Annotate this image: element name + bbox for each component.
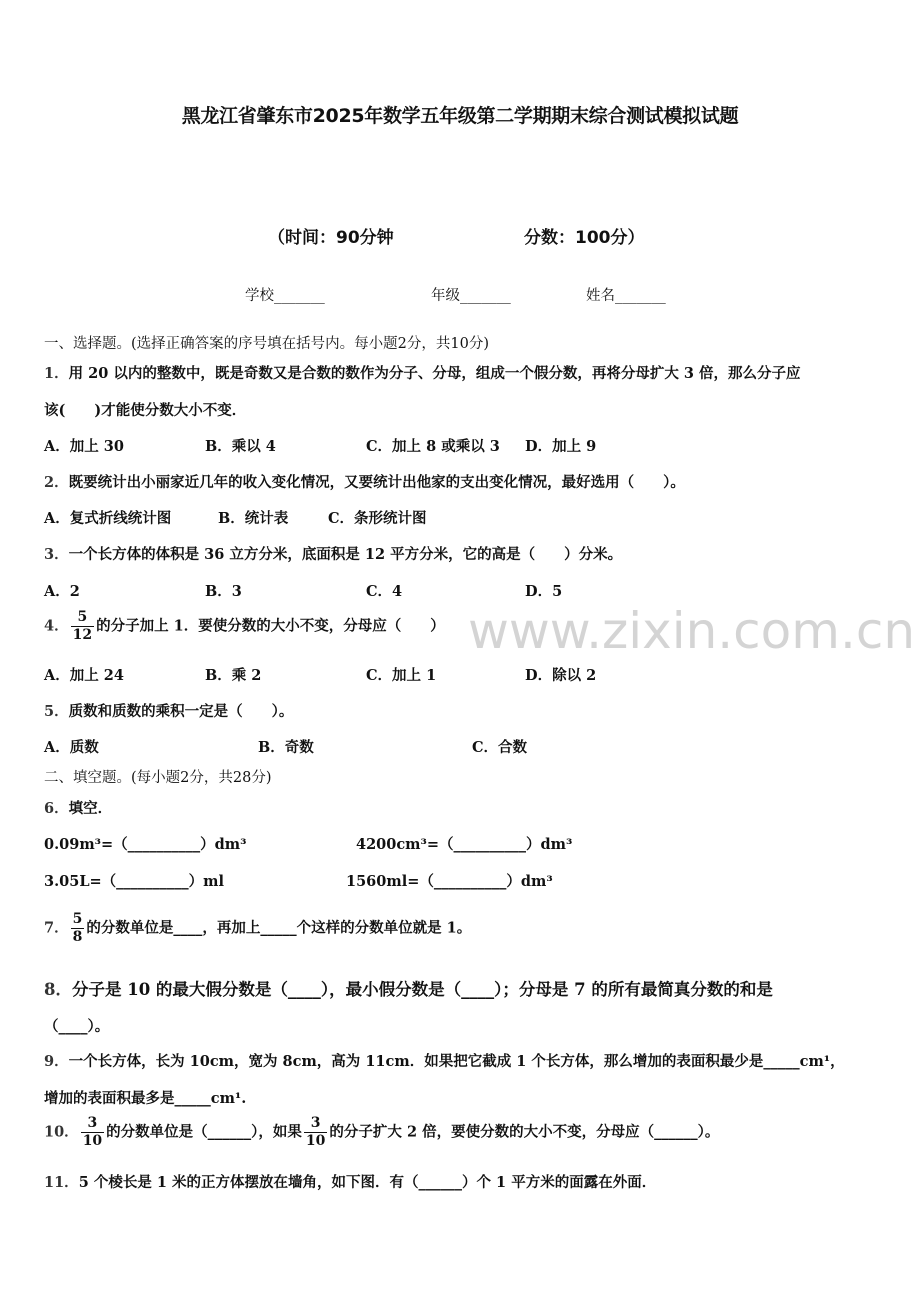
question-3 (44, 543, 622, 564)
fraction-denominator: 12 (72, 627, 93, 643)
question-number: 9． (44, 1053, 69, 1070)
option-c: C．加上 1 (366, 667, 437, 684)
question-9 (44, 1050, 845, 1071)
section-1-heading: 一、选择题。(选择正确答案的序号填在括号内。每小题2分，共10分) (44, 336, 489, 352)
option-a: A．2 (44, 583, 80, 600)
question-text: 分子是 10 的最大假分数是（____），最小假分数是（____）；分母是 7 的所有最简真分数的和是 (71, 980, 773, 999)
page-title: 黑龙江省肇东市2025年数学五年级第二学期期末综合测试模拟试题 (181, 105, 739, 127)
watermark: www.zixin.com.cn (468, 602, 916, 660)
question-number: 7． (44, 919, 69, 937)
option-d: D．除以 2 (525, 667, 597, 684)
section-2-heading: 二、填空题。(每小题2分，共28分) (44, 770, 272, 786)
grade-field: 年级_______ (431, 288, 511, 304)
exam-score: 分数：100分） (524, 228, 645, 248)
question-number: 4． (44, 617, 69, 635)
question-text: 一个长方体，长为 10cm，宽为 8cm，高为 11cm．如果把它截成 1 个长方体，那么增加的表面积最少是_____cm¹， (68, 1053, 845, 1070)
question-4 (44, 609, 445, 644)
question-number: 5． (44, 703, 69, 720)
question-text: 用 20 以内的整数中，既是奇数又是合数的数作为分子、分母，组成一个假分数，再将分母扩大 3 倍，那么分子应 (68, 365, 801, 382)
question-number: 10． (44, 1123, 79, 1141)
question-text: 的分子扩大 2 倍，要使分数的大小不变，分母应（______）。 (329, 1123, 720, 1141)
school-field: 学校_______ (245, 288, 325, 304)
fraction-numerator: 3 (81, 1115, 104, 1133)
fraction-denominator: 10 (305, 1133, 326, 1149)
question-text: 质数和质数的乘积一定是（ ）。 (68, 703, 294, 720)
question-8 (44, 976, 773, 1000)
question-number: 3． (44, 546, 69, 563)
option-d: D．加上 9 (525, 438, 597, 455)
question-7 (44, 911, 471, 946)
question-number: 2． (44, 474, 69, 491)
fraction-denominator: 8 (72, 929, 83, 945)
option-a: A．质数 (44, 739, 99, 756)
exam-time: （时间：90分钟 (268, 228, 394, 248)
fill-item: 3.05L=（__________）ml (44, 873, 225, 890)
option-b: B．奇数 (258, 739, 314, 756)
option-a: A．加上 30 (44, 438, 124, 455)
option-d: D．5 (525, 583, 563, 600)
question-text: 既要统计出小丽家近几年的收入变化情况，又要统计出他家的支出变化情况，最好选用（ ）。 (68, 474, 685, 491)
fill-item: 1560ml=（__________）dm³ (346, 873, 553, 890)
fraction-numerator: 5 (71, 609, 94, 627)
question-number: 6． (44, 800, 69, 817)
fraction (304, 1115, 327, 1150)
question-9-line-2: 增加的表面积最多是_____cm¹. (44, 1090, 247, 1107)
option-b: B．3 (205, 583, 242, 600)
question-text: 5 个棱长是 1 米的正方体摆放在墙角，如下图．有（______）个 1 平方米的面露在外面． (78, 1174, 657, 1191)
question-number: 11． (44, 1174, 79, 1191)
fraction-numerator: 5 (72, 911, 83, 927)
fraction-denominator: 10 (82, 1133, 103, 1149)
question-text: 填空． (68, 800, 113, 817)
option-a: A．复式折线统计图 (44, 510, 172, 527)
name-field: 姓名_______ (586, 288, 666, 304)
question-text: 的分子加上 1．要使分数的大小不变，分母应（ ） (96, 617, 445, 635)
option-c: C．条形统计图 (328, 510, 427, 527)
fill-item: 0.09m³=（__________）dm³ (44, 836, 247, 853)
question-6 (44, 797, 112, 818)
question-10 (44, 1115, 719, 1150)
option-b: B．乘以 4 (205, 438, 276, 455)
question-text: 的分数单位是____，再加上_____个这样的分数单位就是 1。 (86, 919, 472, 937)
question-1 (44, 362, 801, 383)
fraction (71, 911, 85, 946)
question-number: 8． (44, 980, 72, 999)
fraction (81, 1115, 104, 1150)
question-text: 一个长方体的体积是 36 立方分米，底面积是 12 平方分米，它的高是（ ）分米。 (68, 546, 623, 563)
option-a: A．加上 24 (44, 667, 124, 684)
question-8-line-2: （____）。 (44, 1018, 110, 1035)
option-c: C．合数 (472, 739, 528, 756)
option-b: B．乘 2 (205, 667, 262, 684)
question-text: 的分数单位是（______），如果 (106, 1123, 302, 1141)
question-2 (44, 471, 685, 492)
option-b: B．统计表 (218, 510, 289, 527)
question-number: 1． (44, 365, 69, 382)
fraction (71, 609, 94, 644)
fraction-numerator: 3 (304, 1115, 327, 1133)
option-c: C．加上 8 或乘以 3 (366, 438, 500, 455)
option-c: C．4 (366, 583, 403, 600)
question-1-line-2: 该( )才能使分数大小不变． (44, 402, 247, 419)
fill-item: 4200cm³=（__________）dm³ (356, 836, 573, 853)
question-11 (44, 1171, 656, 1192)
question-5 (44, 700, 293, 721)
